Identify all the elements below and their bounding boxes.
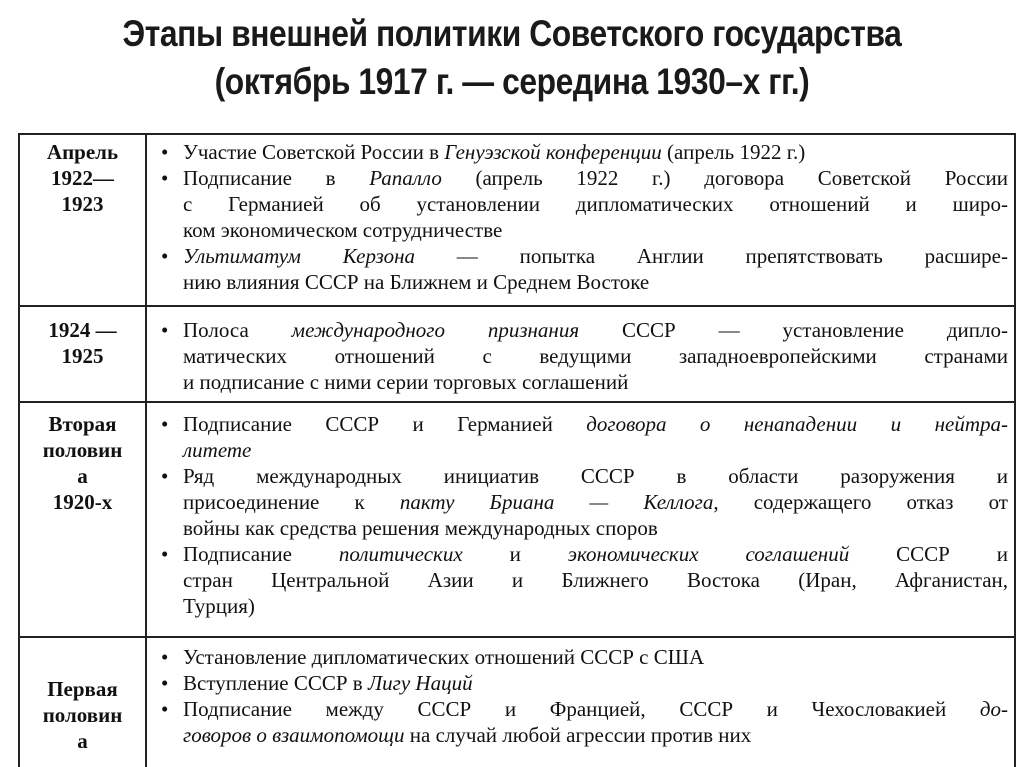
period-line: Апрель [46, 140, 119, 164]
text-segment: СССР и [849, 542, 1008, 566]
period-cell [20, 307, 147, 401]
text-segment: Подписание в [183, 166, 370, 190]
text-segment: Подписание [183, 542, 339, 566]
period-line: 1923 [61, 192, 104, 216]
italic-term: Ультиматум Керзона [183, 244, 416, 268]
event-text-line [183, 463, 1008, 489]
text-segment: Турция) [183, 594, 255, 618]
text-segment: с Германией об установлении дипломатических отношений и широ- [183, 192, 1008, 216]
text-segment: и [462, 542, 568, 566]
stages-table [18, 133, 1016, 767]
text-segment: СССР — установление дипло- [579, 318, 1008, 342]
table-row [20, 636, 1014, 767]
italic-term: до- [979, 697, 1008, 721]
text-segment: — попытка Англии препятствовать расшире- [415, 244, 1008, 268]
italic-term: Генуэзской конференции [444, 140, 662, 164]
event-item [159, 644, 1008, 670]
event-item [159, 696, 1008, 748]
event-item [159, 243, 1008, 295]
italic-term: говоров о взаимопомощи [183, 723, 405, 747]
bullet-icon: • [161, 318, 169, 342]
italic-term: международного признания [291, 318, 580, 342]
events-cell [159, 411, 1008, 619]
bullet-icon: • [161, 671, 169, 695]
text-segment: матических отношений с ведущими западноевропейскими странами [183, 344, 1008, 368]
period-line: Вторая [48, 412, 117, 436]
event-text-line [183, 217, 1008, 243]
bullet-icon: • [161, 542, 169, 566]
period-cell [20, 638, 147, 767]
table-row [20, 305, 1014, 401]
event-item [159, 411, 1008, 463]
period-line: а [77, 729, 88, 753]
event-item [159, 670, 1008, 696]
event-item [159, 165, 1008, 243]
event-text-line [183, 165, 1008, 191]
event-text-line [183, 243, 1008, 269]
text-segment: Ряд международных инициатив СССР в области разоружения и [183, 464, 1008, 488]
event-item [159, 541, 1008, 619]
event-item [159, 463, 1008, 541]
event-text-line [183, 696, 1008, 722]
event-text-line [183, 437, 1008, 463]
text-segment: (апрель 1922 г.) [661, 140, 806, 164]
bullet-icon: • [161, 645, 169, 669]
events-cell [159, 317, 1008, 395]
event-text-line [183, 593, 1008, 619]
text-segment: присоединение к [183, 490, 400, 514]
event-text-line [183, 269, 1008, 295]
period-line: половин [42, 438, 123, 462]
text-segment: Установление дипломатических отношений СССР с США [183, 645, 705, 669]
period-line: 1924 — [48, 318, 117, 342]
text-segment: и подписание с ними серии торговых соглашений [183, 370, 629, 394]
title-line-2: (октябрь 1917 г. — середина 1930–х гг.) [214, 61, 810, 102]
bullet-icon: • [161, 140, 169, 164]
event-text-line [183, 343, 1008, 369]
bullet-icon: • [161, 464, 169, 488]
text-segment: ком экономическом сотрудничестве [183, 218, 503, 242]
title-line-1: Этапы внешней политики Советского государства [122, 13, 902, 54]
italic-term: пакту Бриана — Келлога [399, 490, 714, 514]
text-segment: Полоса [183, 318, 292, 342]
event-text-line [183, 369, 1008, 395]
text-segment: Участие Советской России в [183, 140, 445, 164]
event-text-line [183, 139, 1008, 165]
events-cell [159, 139, 1008, 295]
period-cell [20, 403, 147, 636]
period-line: половин [42, 703, 123, 727]
event-text-line [183, 515, 1008, 541]
event-text-line [183, 722, 1008, 748]
italic-term: Лигу Наций [367, 671, 473, 695]
italic-term: договора о ненападении и нейтра- [586, 412, 1009, 436]
event-text-line [183, 541, 1008, 567]
period-cell [20, 135, 147, 305]
text-segment: , содержащего отказ от [713, 490, 1008, 514]
table-row [20, 133, 1014, 305]
text-segment: Подписание между СССР и Францией, СССР и Чехословакией [183, 697, 980, 721]
event-text-line [183, 644, 1008, 670]
event-text-line [183, 191, 1008, 217]
event-text-line [183, 489, 1008, 515]
text-segment: войны как средства решения международных споров [183, 516, 658, 540]
italic-term: политических [338, 542, 463, 566]
bullet-icon: • [161, 244, 169, 268]
event-text-line [183, 317, 1008, 343]
text-segment: Подписание СССР и Германией [183, 412, 587, 436]
period-line: 1922— [51, 166, 114, 190]
period-line: 1920-х [52, 490, 113, 514]
event-text-line [183, 567, 1008, 593]
period-line: Первая [47, 677, 118, 701]
text-segment: нию влияния СССР на Ближнем и Среднем Востоке [183, 270, 650, 294]
event-text-line [183, 670, 1008, 696]
bullet-icon: • [161, 412, 169, 436]
bullet-icon: • [161, 697, 169, 721]
text-segment: на случай любой агрессии против них [404, 723, 752, 747]
text-segment: Вступление СССР в [183, 671, 368, 695]
text-segment: стран Центральной Азии и Ближнего Востока (Иран, Афганистан, [183, 568, 1008, 592]
italic-term: литете [183, 438, 252, 462]
event-text-line [183, 411, 1008, 437]
period-line: 1925 [61, 344, 104, 368]
period-line: а [77, 464, 88, 488]
italic-term: Рапалло [369, 166, 442, 190]
italic-term: экономических соглашений [567, 542, 850, 566]
table-row [20, 401, 1014, 636]
text-segment: (апрель 1922 г.) договора Советской России [441, 166, 1008, 190]
event-item [159, 139, 1008, 165]
events-cell [159, 644, 1008, 748]
event-item [159, 317, 1008, 395]
bullet-icon: • [161, 166, 169, 190]
page-title [72, 10, 953, 106]
